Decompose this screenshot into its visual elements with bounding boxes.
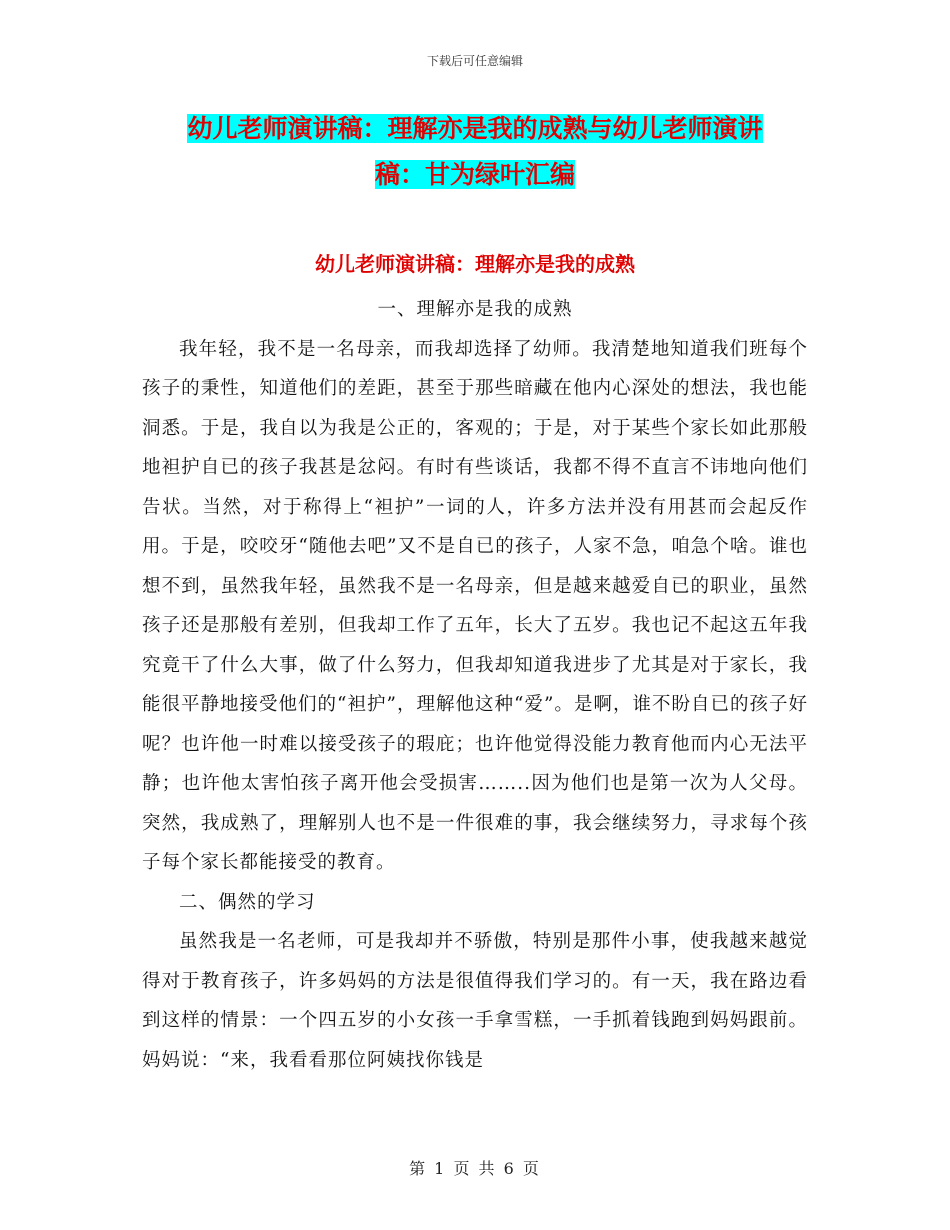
document-title: [150, 106, 800, 198]
document-title-line2: 稿：甘为绿叶汇编: [374, 160, 575, 189]
subheading-2: 二、偶然的学习: [179, 891, 316, 913]
header-note: 下载后可任意编辑: [426, 54, 523, 68]
paragraph-1: 我年轻，我不是一名母亲，而我却选择了幼师。我清楚地知道我们班每个孩子的秉性，知道他们的差距，甚至于那些暗藏在他内心深处的想法，我也能洞悉。于是，我自以为我是公正的，客观的；于是，对于某些个家长如此那般地袒护自已的孩子我甚是忿闷。有时有些谈话，我都不得不直言不讳地向他们告状。当然，对于称得上“袒护”一词的人，许多方法并没有用甚而会起反作用。于是，咬咬牙“随他去吧”又不是自已的孩子，人家不急，咱急个啥。谁也想不到，虽然我年轻，虽然我不是一名母亲，但是越来越爱自已的职业，虽然孩子还是那般有差别，但我却工作了五年，长大了五岁。我也记不起这五年我究竟干了什么大事，做了什么努力，但我却知道我进步了尤其是对于家长，我能很平静地接受他们的“袒护”，理解他这种“爱”。是啊，谁不盼自已的孩子好呢？也许他一时难以接受孩子的瑕庇；也许他觉得没能力教育他而内心无法平静；也许他太害怕孩子离开他会受损害……..因为他们也是第一次为人父母。突然，我成熟了，理解别人也不是一件很难的事，我会继续努力，寻求每个孩子每个家长都能接受的教育。: [142, 338, 808, 873]
paragraph-2: 虽然我是一名老师，可是我却并不骄傲，特别是那件小事，使我越来越觉得对于教育孩子，许多妈妈的方法是很值得我们学习的。有一天，我在路边看到这样的情景：一个四五岁的小女孩一手拿雪糕，一手抓着钱跑到妈妈跟前。妈妈说：“来，我看看那位阿姨找你钱是: [142, 931, 808, 1071]
section-title: 幼儿老师演讲稿：理解亦是我的成熟: [315, 252, 635, 276]
document-body: [142, 290, 808, 1080]
document-title-line1: 幼儿老师演讲稿：理解亦是我的成熟与幼儿老师演讲: [187, 114, 763, 143]
subheading-1: 一、理解亦是我的成熟: [377, 299, 573, 320]
page-number: 第 1 页 共 6 页: [409, 1159, 541, 1178]
